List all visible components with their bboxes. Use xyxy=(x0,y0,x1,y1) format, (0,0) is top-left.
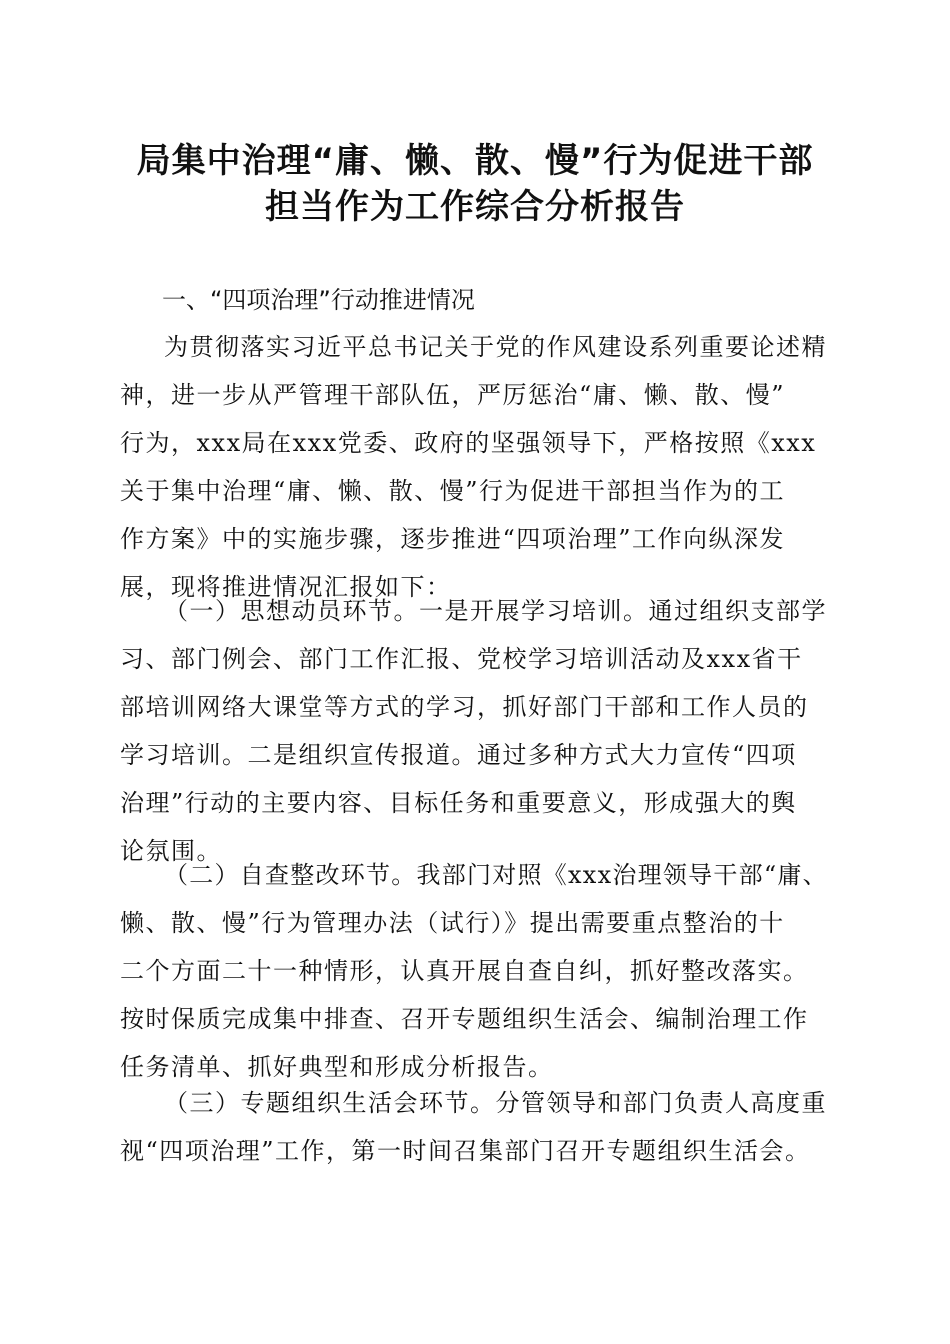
paragraph-line: 二个方面二十一种情形，认真开展自查自纠，抓好整改落实。 xyxy=(120,957,809,985)
document-title-line-2: 担当作为工作综合分析报告 xyxy=(265,187,685,227)
paragraph-line-text: 一是开展学习培训。通过组织支部学 xyxy=(419,597,827,625)
paragraph-line-text: 我部门对照《xxx治理领导干部“庸、 xyxy=(416,861,828,889)
paragraph-line: 作方案》中的实施步骤，逐步推进“四项治理”工作向纵深发 xyxy=(120,525,786,553)
paragraph-line: 视“四项治理”工作，第一时间召集部门召开专题组织生活会。 xyxy=(120,1137,811,1165)
paragraph-line: 部培训网络大课堂等方式的学习，抓好部门干部和工作人员的 xyxy=(120,693,809,721)
paragraph-line-text: 分管领导和部门负责人高度重 xyxy=(495,1089,827,1117)
paragraph-line: 关于集中治理“庸、懒、散、慢”行为促进干部担当作为的工 xyxy=(120,477,786,505)
document-title-line-1: 局集中治理“庸、懒、散、慢”行为促进干部 xyxy=(136,141,814,181)
paragraph-line xyxy=(120,851,832,899)
paragraph-line: 神，进一步从严管理干部队伍，严厉惩治“庸、懒、散、慢” xyxy=(120,381,786,409)
paragraph-line xyxy=(120,587,832,635)
paragraph-line: 治理”行动的主要内容、目标任务和重要意义，形成强大的舆 xyxy=(120,789,797,817)
section-heading-1: 一、“四项治理”行动推进情况 xyxy=(162,286,475,314)
paragraph-line: 为贯彻落实习近平总书记关于党的作风建设系列重要论述精 xyxy=(164,333,827,361)
paragraph-lead: （二）自查整改环节。 xyxy=(164,861,417,889)
paragraph-line: 按时保质完成集中排查、召开专题组织生活会、编制治理工作 xyxy=(120,1005,809,1033)
paragraph-special-meeting xyxy=(120,1079,832,1175)
paragraph-self-inspection xyxy=(120,851,832,1091)
paragraph-line xyxy=(120,1079,832,1127)
paragraph-line: 懒、散、慢”行为管理办法（试行）》提出需要重点整治的十 xyxy=(120,909,785,937)
paragraph-line: 行为，xxx局在xxx党委、政府的坚强领导下，严格按照《xxx xyxy=(120,429,817,457)
paragraph-line: 学习培训。二是组织宣传报道。通过多种方式大力宣传“四项 xyxy=(120,741,797,769)
paragraph-line: 任务清单、抓好典型和形成分析报告。 xyxy=(120,1053,554,1081)
paragraph-line: 论氛围。 xyxy=(120,837,222,865)
paragraph-mobilization xyxy=(120,587,832,875)
paragraph-lead: （一）思想动员环节。 xyxy=(164,597,419,625)
paragraph-line: 展，现将推进情况汇报如下： xyxy=(120,573,452,601)
paragraph-intro xyxy=(120,323,832,611)
paragraph-lead: （三）专题组织生活会环节。 xyxy=(164,1089,496,1117)
paragraph-line: 习、部门例会、部门工作汇报、党校学习培训活动及xxx省干 xyxy=(120,645,803,673)
